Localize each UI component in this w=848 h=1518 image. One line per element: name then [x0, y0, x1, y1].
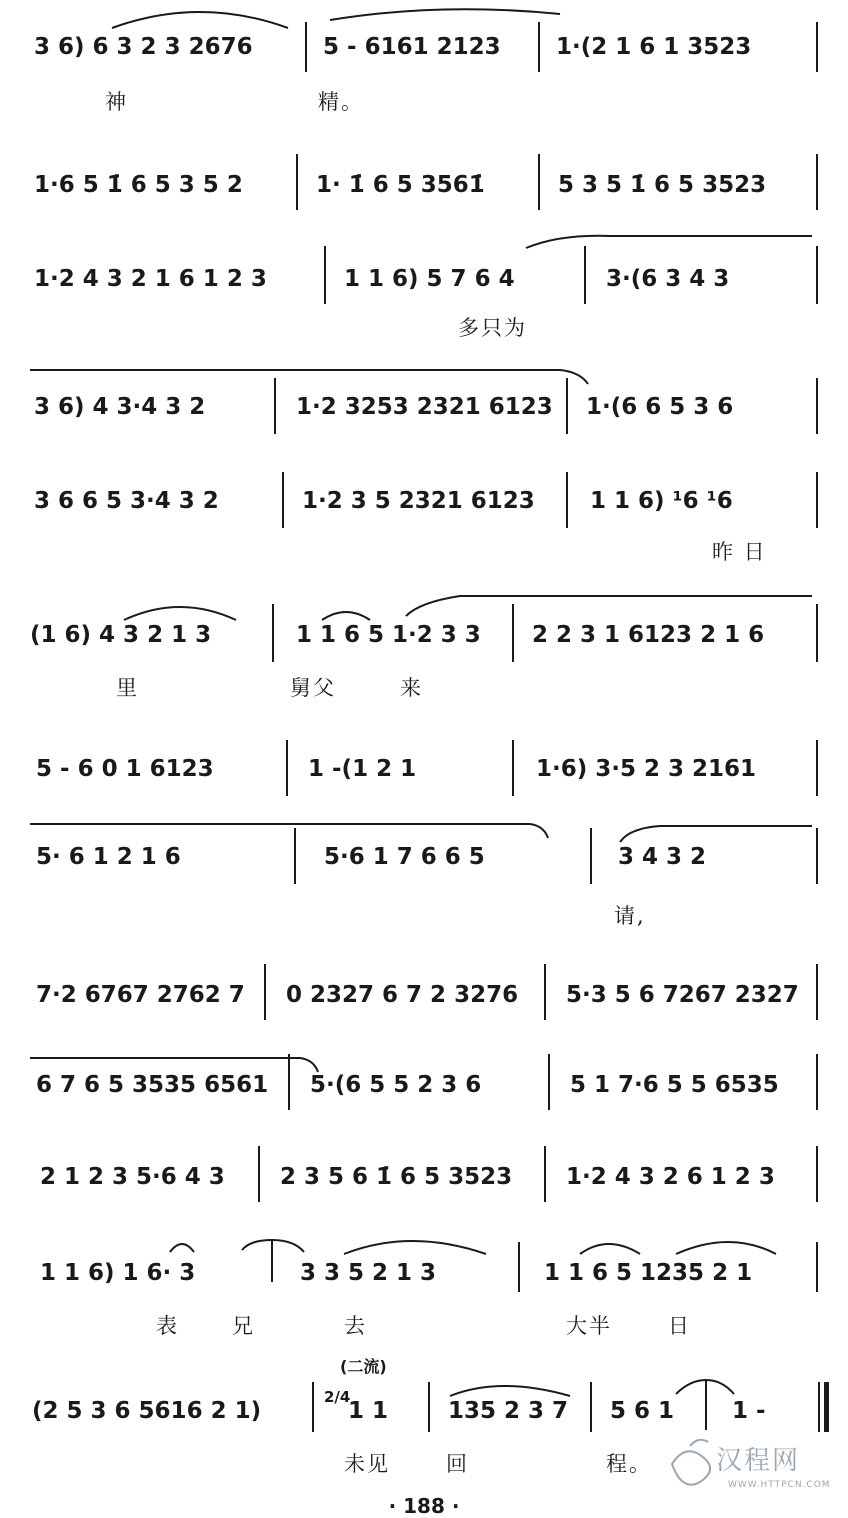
lyric: 舅父 [290, 676, 336, 700]
lyric: 多只为 [458, 316, 527, 340]
measure: (1 6) 4 3 2 1 3 [30, 622, 212, 648]
measure: 1·2 4 3 2 1 6 1 2 3 [34, 266, 267, 292]
lyric: 精。 [318, 90, 364, 114]
lyric: 去 [344, 1314, 367, 1338]
lyric: 未见 [344, 1452, 390, 1476]
measure: 5 - 6 0 1 6123 [36, 756, 214, 782]
lyric: 兄 [232, 1314, 255, 1338]
measure: 3 6 6 5 3·4 3 2 [34, 488, 219, 514]
measure: 5·6 1 7 6 6 5 [324, 844, 485, 870]
measure: 3 6) 4 3·4 3 2 [34, 394, 206, 420]
measure: 1·6) 3·5 2 3 2161 [536, 756, 757, 782]
measure: 5·(6 5 5 2 3 6 [310, 1072, 482, 1098]
measure: 1·2 3253 2321 6123 [296, 394, 553, 420]
time-signature: 2/4 [324, 1388, 351, 1406]
measure: 1·(2 1 6 1 3523 [556, 34, 752, 60]
measure: 1·2 4 3 2 6 1 2 3 [566, 1164, 775, 1190]
lyric: 回 [446, 1452, 469, 1476]
measure: 0 2327 6 7 2 3276 [286, 982, 519, 1008]
measure: 1·(6 6 5 3 6 [586, 394, 734, 420]
lyric: 请, [614, 904, 646, 928]
page-number: · 188 · [388, 1494, 460, 1518]
measure: 5 1 7·6 5 5 6535 [570, 1072, 779, 1098]
measure: 2 1 2 3 5·6 4 3 [40, 1164, 225, 1190]
measure: 5· 6 1 2 1 6 [36, 844, 181, 870]
measure: 1 1 6) 5 7 6 4 [344, 266, 515, 292]
tempo-marking: (二流) [340, 1357, 387, 1376]
measure: 5 6 1 [610, 1398, 675, 1424]
watermark-url: WWW.HTTPCN.COM [728, 1480, 831, 1490]
measure: 6 7 6 5 3535 6561 [36, 1072, 269, 1098]
measure: 1 - [732, 1398, 766, 1424]
lyric: 昨 日 [712, 540, 767, 564]
measure: 1 -(1 2 1 [308, 756, 417, 782]
measure: 1 1 6 5 1·2 3 3 [296, 622, 481, 648]
measure: 135 2 3 7 [448, 1398, 569, 1424]
measure: 1 1 6 5 1235 2 1 [544, 1260, 753, 1286]
lyric: 程。 [606, 1452, 652, 1476]
lyric: 大半 [566, 1314, 612, 1338]
measure: 5 3 5 1̇ 6 5 3523 [558, 172, 767, 198]
measure: 1 1 [348, 1398, 389, 1424]
measure: 3 6) 6 3 2 3 2676 [34, 34, 253, 60]
measure: 1 1 6) 1 6· 3 [40, 1260, 196, 1286]
lyric: 来 [400, 676, 423, 700]
measure: 2 2 3 1 6123 2 1 6 [532, 622, 765, 648]
measure: 1·6 5 1̇ 6 5 3 5 2 [34, 172, 243, 198]
measure: (2 5 3 6 5616 2 1) [32, 1398, 262, 1424]
measure: 5·3 5 6 7267 2327 [566, 982, 799, 1008]
measure: 1 1 6) ¹6 ¹6 [590, 488, 733, 514]
lyric: 神 [105, 90, 128, 114]
lyric: 日 [668, 1314, 691, 1338]
measure: 1·2 3 5 2321 6123 [302, 488, 535, 514]
measure: 3·(6 3 4 3 [606, 266, 730, 292]
measure: 2 3 5 6 1̇ 6 5 3523 [280, 1164, 513, 1190]
measure: 3 4 3 2 [618, 844, 707, 870]
lyric: 里 [116, 676, 139, 700]
measure: 1· 1̇ 6 5 3561̇ [316, 172, 485, 198]
measure: 3 3 5 2 1 3 [300, 1260, 437, 1286]
measure: 5 - 6161 2123 [323, 34, 501, 60]
watermark-text: 汉程网 [716, 1446, 801, 1476]
lyric: 表 [156, 1314, 179, 1338]
measure: 7·2 6767 2762 7 [36, 982, 245, 1008]
